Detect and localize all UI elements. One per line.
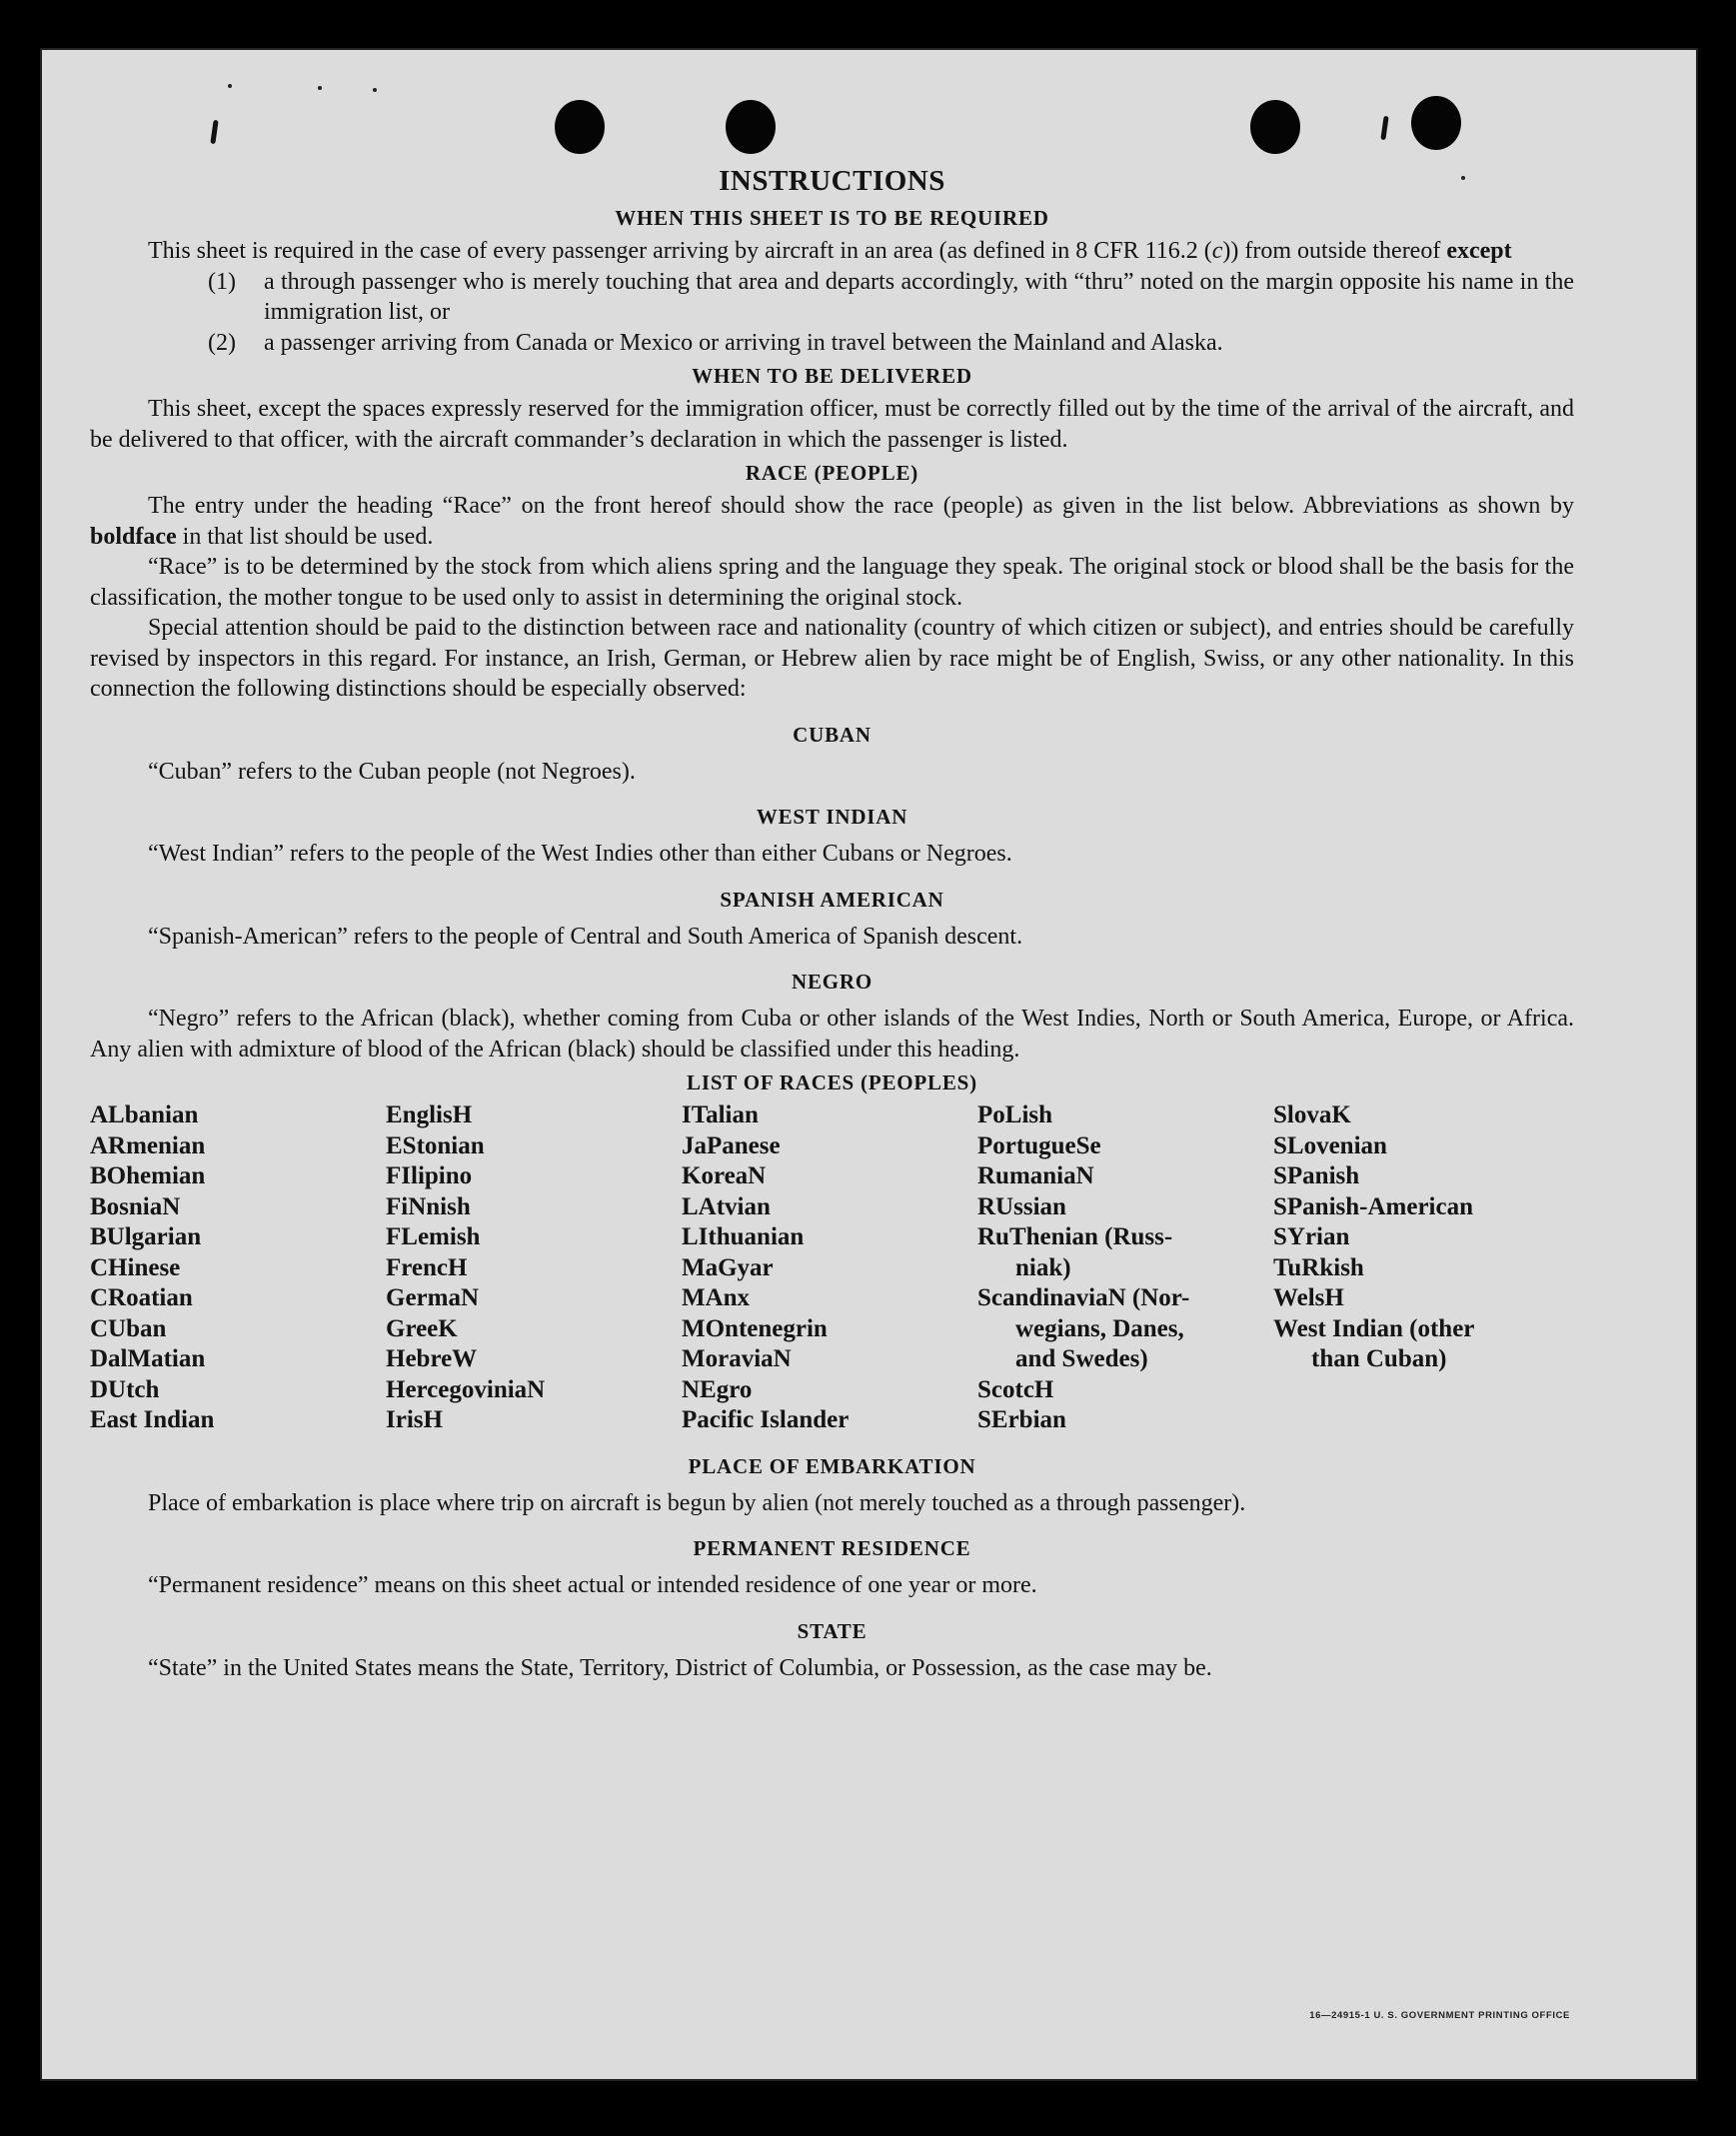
race-entry: wegians, Danes, bbox=[1015, 1314, 1184, 1342]
race-entry: SPanish bbox=[1273, 1162, 1360, 1189]
heading-list-of-races: LIST OF RACES (PEOPLES) bbox=[687, 1070, 977, 1094]
negro-text: “Negro” refers to the African (black), whether coming from Cuba or other islands of the West Indies, North or South America, Europe, or Africa. Any alien with admixture of blood of the African (black) should be classified under this heading. bbox=[90, 1006, 1574, 1063]
race-entry: CUban bbox=[90, 1314, 167, 1342]
race-entry: SLovenian bbox=[1273, 1131, 1387, 1159]
race-column-4 bbox=[977, 1100, 1273, 1436]
race-entry: HebreW bbox=[386, 1345, 478, 1372]
heading-cuban: CUBAN bbox=[793, 722, 871, 747]
race-entry: LIthuanian bbox=[682, 1223, 805, 1250]
race-paragraph-2: “Race” is to be determined by the stock from which aliens spring and the language they speak. The original stock or blood shall be the basis for the classification, the mother tongue to be used only to assist in determining the original stock. bbox=[90, 554, 1574, 611]
race-entry: TuRkish bbox=[1273, 1253, 1364, 1281]
printing-office-code: 16—24915-1 U. S. GOVERNMENT PRINTING OFFICE bbox=[1309, 2010, 1570, 2021]
race-entry: and Swedes) bbox=[1015, 1345, 1148, 1372]
race-entry: FIlipino bbox=[386, 1162, 473, 1189]
page-title: INSTRUCTIONS bbox=[719, 165, 945, 197]
race-column-5 bbox=[1273, 1100, 1574, 1436]
race-entry: BOhemian bbox=[90, 1162, 206, 1189]
heading-embarkation: PLACE OF EMBARKATION bbox=[688, 1453, 976, 1478]
speck bbox=[318, 86, 322, 90]
race-entry: BUlgarian bbox=[90, 1223, 202, 1250]
race-entry: niak) bbox=[1015, 1253, 1071, 1281]
race-entry: FrencH bbox=[386, 1253, 468, 1281]
heading-race: RACE (PEOPLE) bbox=[745, 461, 919, 485]
punch-hole bbox=[726, 100, 776, 154]
race-entry: DUtch bbox=[90, 1375, 160, 1403]
race-entry: East Indian bbox=[90, 1406, 215, 1433]
state-text: “State” in the United States means the State, Territory, District of Columbia, or Possession, as the case may be. bbox=[148, 1654, 1212, 1681]
stray-mark bbox=[210, 120, 218, 144]
required-item-2: (2) a passenger arriving from Canada or Mexico or arriving in travel between the Mainland and Alaska. bbox=[208, 329, 1223, 356]
cuban-text: “Cuban” refers to the Cuban people (not Negroes). bbox=[148, 758, 636, 785]
race-entry: JaPanese bbox=[682, 1131, 781, 1159]
race-entry: SPanish-American bbox=[1273, 1192, 1473, 1220]
race-entry: SYrian bbox=[1273, 1223, 1350, 1250]
required-intro: This sheet is required in the case of every passenger arriving by aircraft in an area (as defined in 8 CFR 116.2 (c)) from outside thereof except bbox=[148, 238, 1512, 264]
spanish-american-text: “Spanish-American” refers to the people of Central and South America of Spanish descent. bbox=[148, 923, 1023, 950]
race-entry: SlovaK bbox=[1273, 1101, 1351, 1128]
race-entry: West Indian (other bbox=[1273, 1314, 1475, 1342]
delivered-text: This sheet, except the spaces expressly reserved for the immigration officer, must be correctly filled out by the time of the arrival of the aircraft, and be delivered to that officer, with the aircraft commander’s declaration in which the passenger is listed. bbox=[90, 396, 1574, 453]
race-entry: MoraviaN bbox=[682, 1345, 792, 1372]
race-paragraph-1: The entry under the heading “Race” on the front hereof should show the race (people) as given in the list below. Abbreviations as shown by boldface in that list should be used. bbox=[90, 493, 1574, 550]
race-entry: RUssian bbox=[977, 1192, 1066, 1220]
required-item-1: (1) a through passenger who is merely touching that area and departs accordingly, with “thru” noted on the margin opposite his name in the immigration list, or bbox=[208, 268, 1574, 325]
heading-delivered: WHEN TO BE DELIVERED bbox=[692, 364, 972, 388]
speck bbox=[228, 84, 232, 88]
permanent-residence-text: “Permanent residence” means on this sheet actual or intended residence of one year or more. bbox=[148, 1572, 1037, 1598]
race-entry: GreeK bbox=[386, 1314, 458, 1342]
race-entry: SErbian bbox=[977, 1406, 1066, 1433]
punch-hole bbox=[555, 100, 605, 154]
race-entry: KoreaN bbox=[682, 1162, 767, 1189]
stray-mark bbox=[1380, 116, 1388, 140]
race-entry: NEgro bbox=[682, 1375, 753, 1403]
race-entry: WelsH bbox=[1273, 1284, 1344, 1311]
embarkation-text: Place of embarkation is place where trip on aircraft is begun by alien (not merely touched as a through passenger). bbox=[148, 1489, 1246, 1516]
race-list bbox=[90, 1100, 1574, 1436]
west-indian-text: “West Indian” refers to the people of the West Indies other than either Cubans or Negroes. bbox=[148, 841, 1012, 867]
heading-permanent-residence: PERMANENT RESIDENCE bbox=[693, 1536, 971, 1560]
speck bbox=[373, 88, 377, 92]
race-entry: than Cuban) bbox=[1311, 1345, 1447, 1372]
race-column-1 bbox=[90, 1100, 386, 1436]
race-entry: RumaniaN bbox=[977, 1162, 1094, 1189]
race-entry: ITalian bbox=[682, 1101, 759, 1128]
race-entry: PoLish bbox=[977, 1101, 1053, 1128]
race-entry: ScandinaviaN (Nor- bbox=[977, 1284, 1190, 1311]
race-entry: PortugueSe bbox=[977, 1131, 1101, 1159]
race-entry: ARmenian bbox=[90, 1131, 206, 1159]
race-entry: DalMatian bbox=[90, 1345, 206, 1372]
race-entry: BosniaN bbox=[90, 1192, 181, 1220]
race-column-2 bbox=[386, 1100, 682, 1436]
heading-required: WHEN THIS SHEET IS TO BE REQUIRED bbox=[615, 206, 1049, 230]
punch-hole bbox=[1250, 100, 1300, 154]
heading-spanish-american: SPANISH AMERICAN bbox=[720, 887, 944, 912]
race-entry: IrisH bbox=[386, 1406, 443, 1433]
race-paragraph-3: Special attention should be paid to the distinction between race and nationality (country of which citizen or subject), and entries should be carefully revised by inspectors in this regard. For instance, an Irish, German, or Hebrew alien by race might be of English, Swiss, or any other nationality. In this connection the following distinctions should be especially observed: bbox=[90, 615, 1574, 702]
race-entry: LAtvian bbox=[682, 1192, 771, 1220]
race-entry: FiNnish bbox=[386, 1192, 471, 1220]
race-entry: MaGyar bbox=[682, 1253, 774, 1281]
document-sheet bbox=[42, 50, 1696, 2079]
race-entry: Pacific Islander bbox=[682, 1406, 850, 1433]
race-entry: HercegoviniaN bbox=[386, 1375, 546, 1403]
heading-west-indian: WEST INDIAN bbox=[756, 805, 908, 829]
race-entry: RuThenian (Russ- bbox=[977, 1223, 1173, 1250]
race-entry: MOntenegrin bbox=[682, 1314, 828, 1342]
race-entry: ALbanian bbox=[90, 1101, 199, 1128]
heading-state: STATE bbox=[797, 1618, 868, 1643]
race-entry: ScotcH bbox=[977, 1375, 1054, 1403]
race-entry: EnglisH bbox=[386, 1101, 473, 1128]
race-column-3 bbox=[682, 1100, 977, 1436]
heading-negro: NEGRO bbox=[791, 970, 872, 994]
punch-hole bbox=[1411, 96, 1461, 150]
race-entry: CRoatian bbox=[90, 1284, 193, 1311]
race-entry: FLemish bbox=[386, 1223, 481, 1250]
instructions-body bbox=[90, 164, 1574, 1683]
race-entry: GermaN bbox=[386, 1284, 480, 1311]
race-entry: MAnx bbox=[682, 1284, 751, 1311]
race-entry: EStonian bbox=[386, 1131, 485, 1159]
race-entry: CHinese bbox=[90, 1253, 181, 1281]
